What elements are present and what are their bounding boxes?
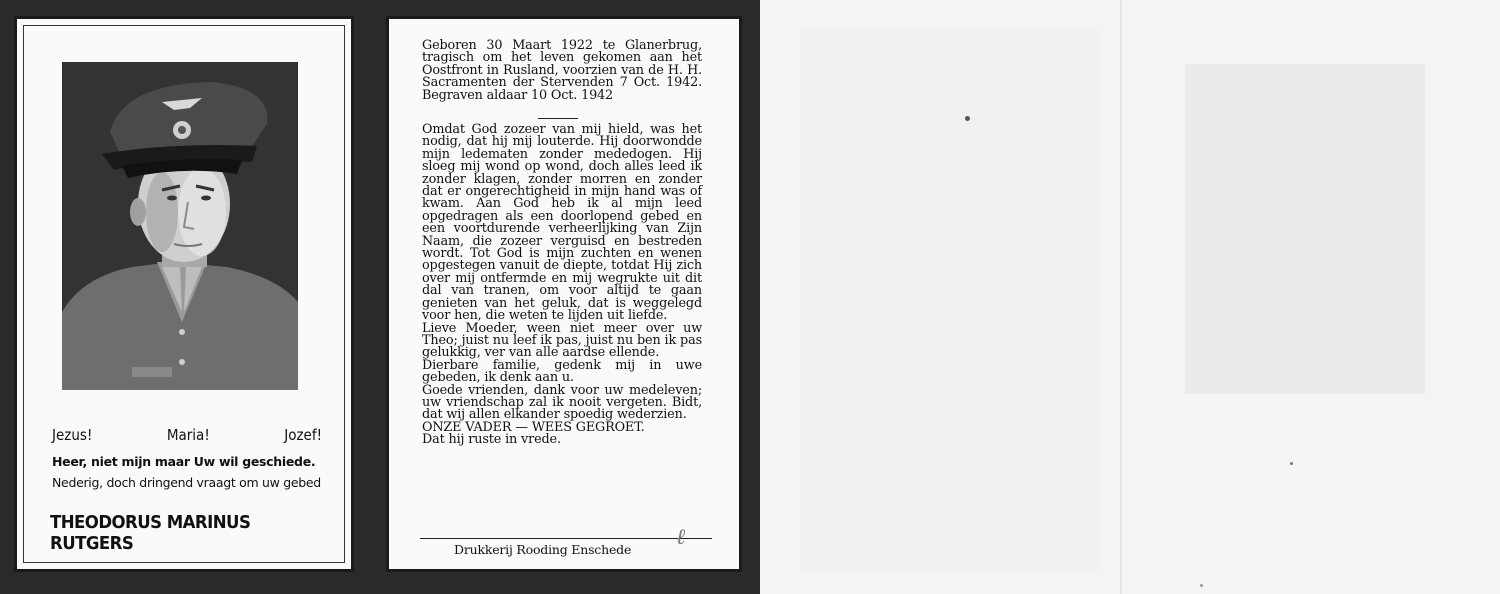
memorial-paragraph: ONZE VADER — WEES GEGROET. [422, 419, 645, 435]
portrait-photo [62, 62, 298, 390]
invocation-row [52, 426, 322, 444]
invocation-maria: Maria! [166, 426, 210, 444]
birth-details: Geboren 30 Maart 1922 te Glanerbrug, tragisch om het leven gekomen aan het Oostfront in Rusland, voorzien van de H. H. Sacramenten der Stervenden 7 Oct. 1942. Begraven aldaar 10 Oct. 1942 [422, 38, 702, 103]
prayer-line-2: Nederig, doch dringend vraagt om uw gebed [52, 475, 321, 490]
memorial-text [422, 124, 702, 447]
invocation-jesus: Jezus! [52, 426, 93, 444]
memorial-paragraph: Lieve Moeder, ween niet meer over uw Theo; juist nu leef ik pas, juist nu ben ik pas gelukkig, ver van alle aardse ellende. [422, 320, 702, 361]
memorial-paragraph: Omdat God zozeer van mij hield, was het nodig, dat hij mij louterde. Hij doorwondde mijn ledematen zonder mededogen. Hij sloeg mij wond op wond, doch alles leed ik zonder klagen, zonder morren en zonder dat er ongerechtigheid in mijn hand was of kwam. Aan God heb ik al mijn leed opgedragen als een doorlopend gebed en een voortdurende verheerlijking van Zijn Naam, die zozeer verguisd en bestreden wordt. Tot God is mijn zuchten en wenen opgestegen vanuit de diepte, totdat Hij zich over mij ontfermde en mij wegrukte uit dit dal van tranen, om voor altijd te gaan genieten van het geluk, dat is weggelegd voor hen, die weten te lijden uit liefde. [422, 122, 702, 324]
memorial-paragraph: Dat hij ruste in vrede. [422, 432, 561, 448]
deceased-name: THEODORUS MARINUS RUTGERS [50, 512, 251, 554]
separator-rule [538, 118, 578, 119]
prayer-line-1: Heer, niet mijn maar Uw wil geschiede. [52, 454, 316, 469]
memorial-paragraph: Goede vrienden, dank voor uw medeleven; uw vriendschap zal ik nooit vergeten. Bidt, dat wij allen elkander spoedig wederzien. [422, 382, 702, 423]
pencil-mark: ℓ [676, 525, 686, 550]
memorial-paragraph: Dierbare familie, gedenk mij in uwe gebeden, ik denk aan u. [422, 357, 702, 386]
invocation-jozef: Jozef! [284, 426, 322, 444]
printer-rule [420, 538, 712, 539]
printer-credit: Drukkerij Rooding Enschede [454, 542, 632, 557]
